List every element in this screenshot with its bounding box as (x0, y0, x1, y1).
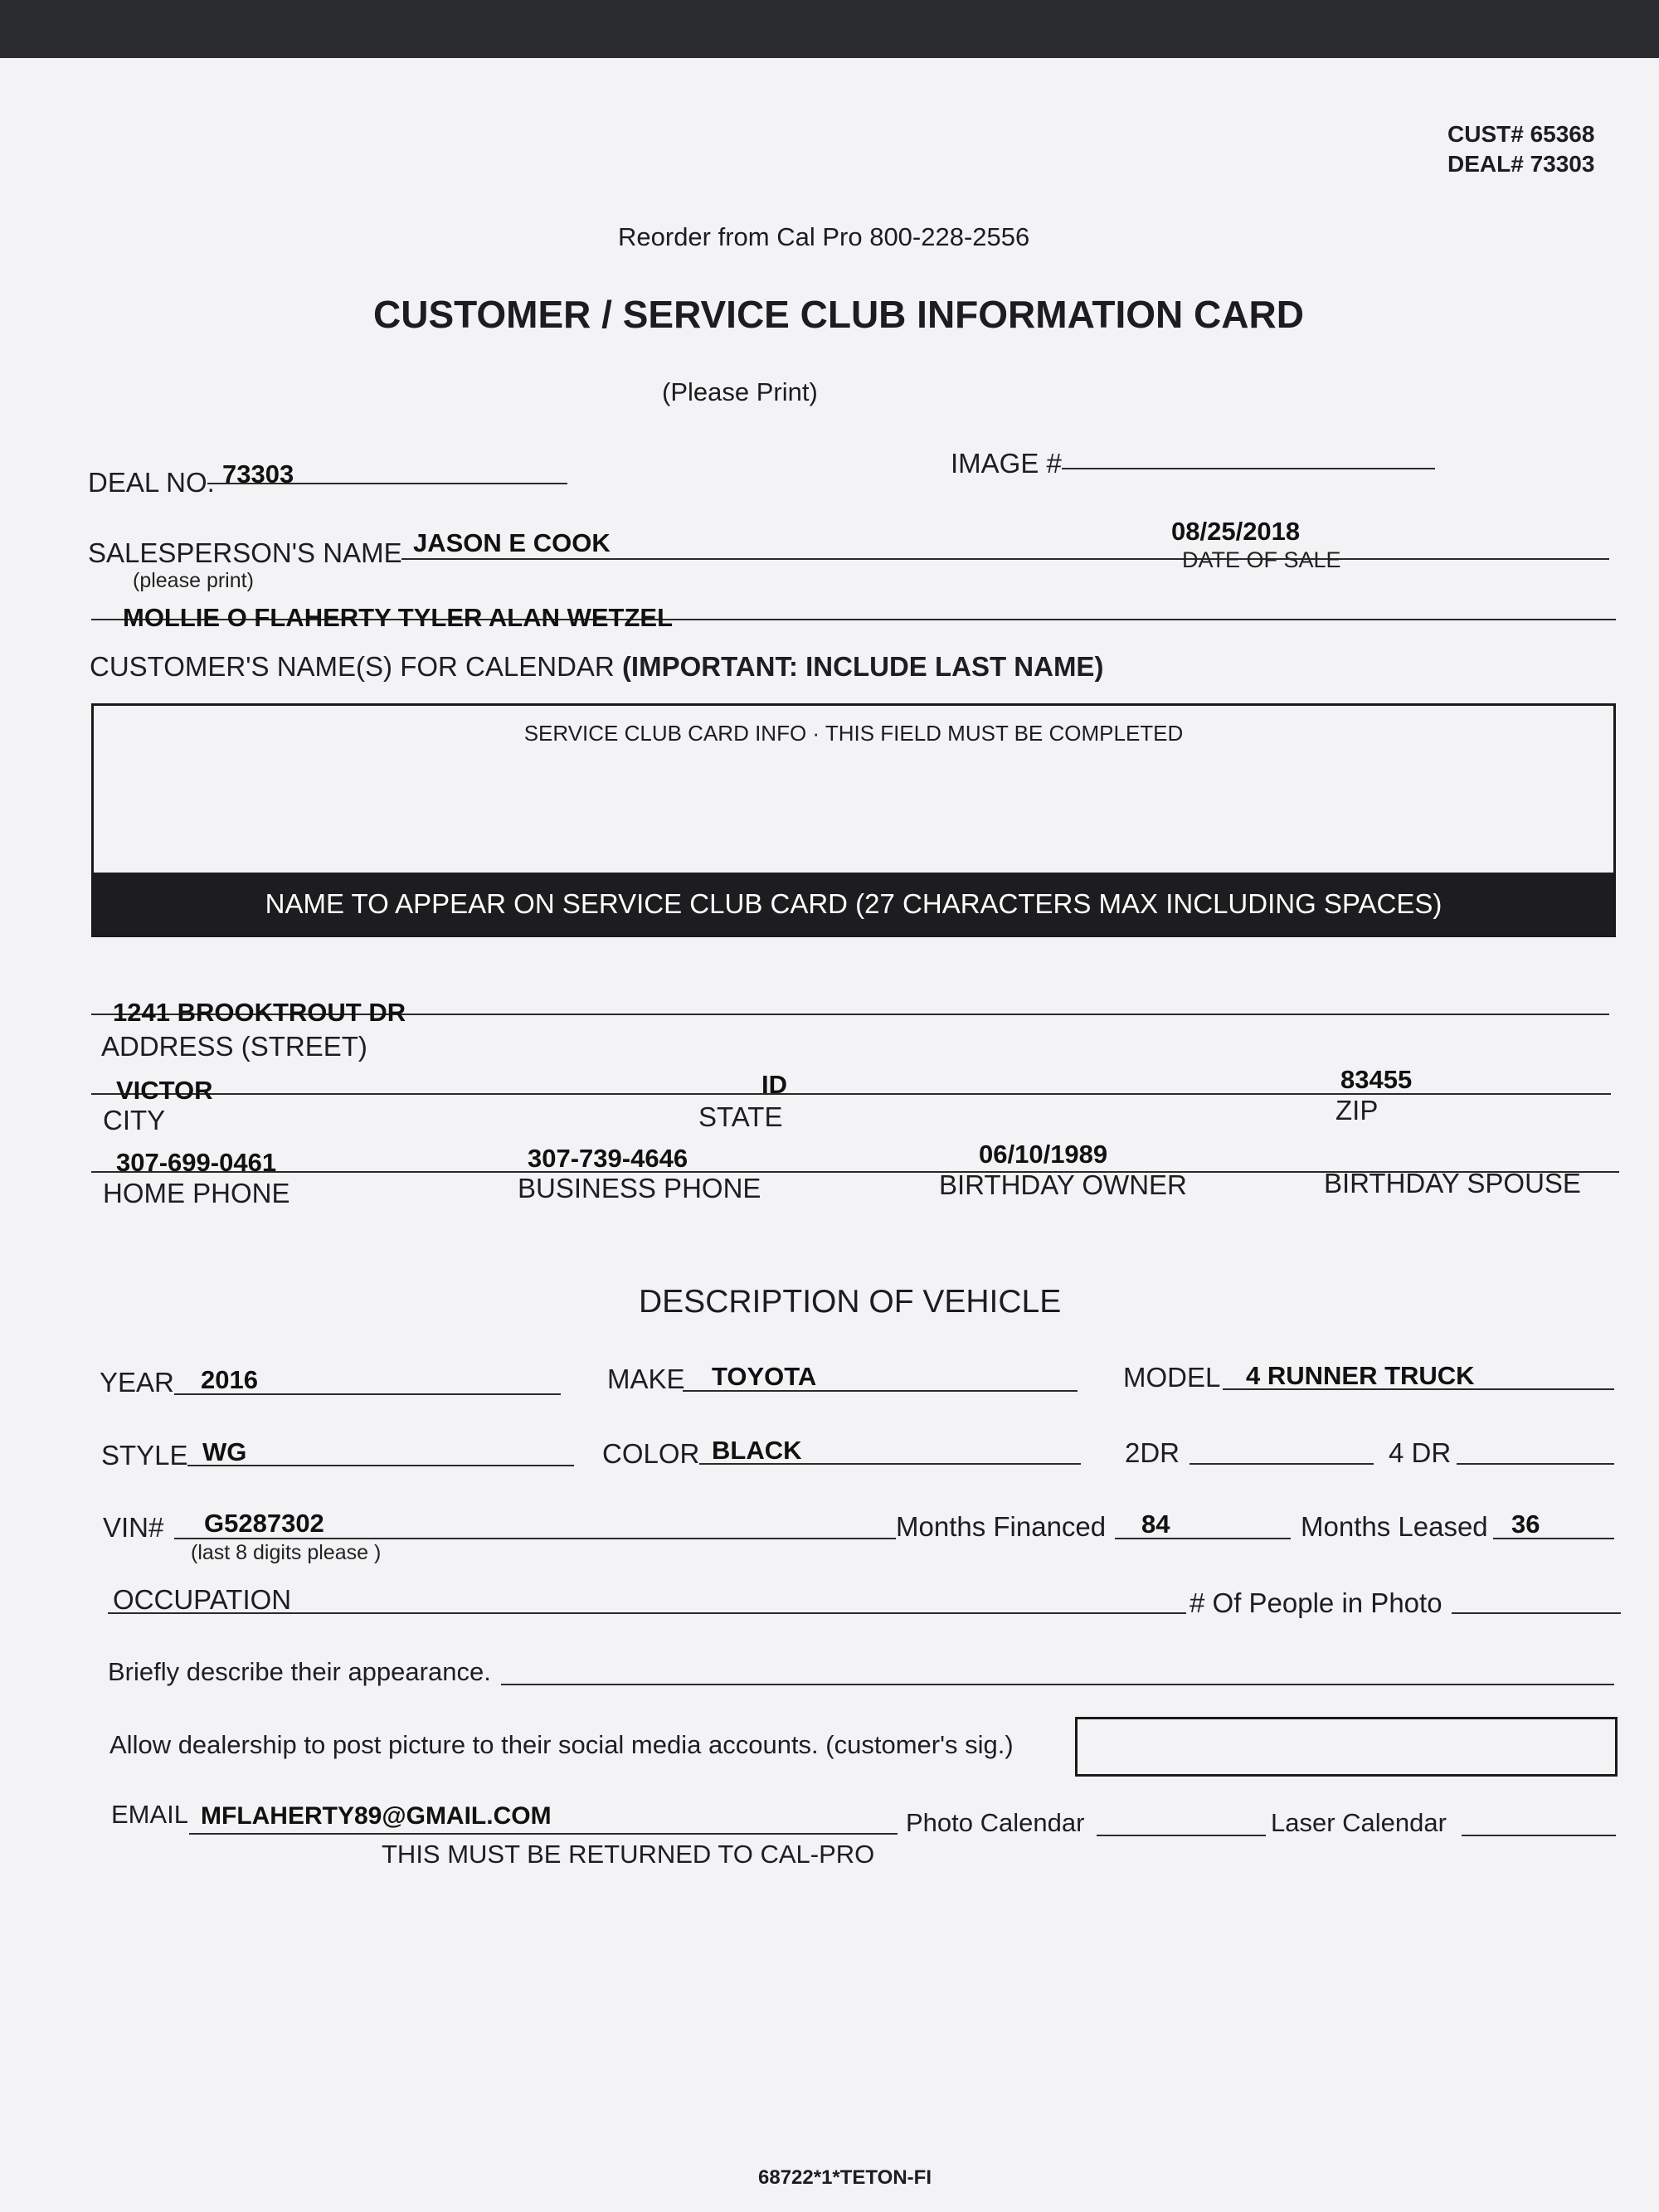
social-consent-label: Allow dealership to post picture to their social media accounts. (customer's sig.) (109, 1730, 1014, 1759)
months-financed-label: Months Financed (896, 1511, 1107, 1542)
model-field[interactable]: 4 RUNNER TRUCK (1246, 1361, 1475, 1390)
business-phone-label: BUSINESS PHONE (518, 1173, 761, 1203)
birthday-spouse-label: BIRTHDAY SPOUSE (1324, 1168, 1581, 1198)
salesperson-sublabel: (please print) (133, 569, 254, 592)
state-field[interactable]: ID (761, 1070, 787, 1099)
appearance-label: Briefly describe their appearance. (108, 1657, 491, 1686)
business-phone-field[interactable]: 307-739-4646 (528, 1144, 688, 1173)
email-line (189, 1833, 898, 1835)
image-label: IMAGE # (951, 448, 1062, 479)
cust-number: CUST# 65368 (1447, 121, 1595, 147)
service-club-header: SERVICE CLUB CARD INFO · THIS FIELD MUST BE COMPLETED (523, 721, 1184, 746)
occupation-line (108, 1612, 1186, 1614)
customer-names-label: CUSTOMER'S NAME(S) FOR CALENDAR (IMPORTANT: INCLUDE LAST NAME) (90, 651, 1104, 682)
photo-calendar-line (1097, 1835, 1266, 1836)
city-label: CITY (103, 1105, 166, 1135)
model-label: MODEL (1123, 1362, 1221, 1393)
address-field[interactable]: 1241 BROOKTROUT DR (113, 998, 406, 1027)
home-phone-label: HOME PHONE (103, 1178, 290, 1208)
vin-label: VIN# (103, 1512, 164, 1543)
image-line (1062, 468, 1435, 469)
make-label: MAKE (607, 1364, 685, 1394)
birthday-owner-label: BIRTHDAY OWNER (939, 1169, 1187, 1200)
date-of-sale-label: DATE OF SALE (1182, 547, 1341, 572)
months-leased-field[interactable]: 36 (1511, 1510, 1540, 1539)
style-field[interactable]: WG (202, 1437, 247, 1466)
return-note: THIS MUST BE RETURNED TO CAL-PRO (382, 1840, 875, 1869)
social-signature-box[interactable] (1075, 1717, 1618, 1777)
reorder-text: Reorder from Cal Pro 800-228-2556 (618, 222, 1030, 251)
occupation-label: OCCUPATION (113, 1584, 292, 1615)
email-label: EMAIL (111, 1800, 189, 1829)
laser-calendar-line (1462, 1835, 1616, 1836)
state-label: STATE (698, 1101, 783, 1132)
fourdr-line (1457, 1463, 1614, 1465)
zip-field[interactable]: 83455 (1340, 1065, 1413, 1094)
vehicle-heading: DESCRIPTION OF VEHICLE (639, 1284, 1062, 1320)
laser-calendar-label: Laser Calendar (1271, 1808, 1447, 1837)
city-field[interactable]: VICTOR (116, 1076, 213, 1105)
service-club-box (91, 703, 1616, 937)
please-print-note: (Please Print) (662, 377, 818, 406)
photo-calendar-label: Photo Calendar (906, 1808, 1085, 1837)
salesperson-label: SALESPERSON'S NAME (88, 537, 402, 568)
form-paper (0, 58, 1659, 2212)
style-label: STYLE (101, 1440, 188, 1471)
months-leased-label: Months Leased (1301, 1511, 1488, 1542)
date-of-sale-field[interactable]: 08/25/2018 (1171, 517, 1301, 546)
form-title: CUSTOMER / SERVICE CLUB INFORMATION CARD (373, 293, 1304, 336)
make-field[interactable]: TOYOTA (712, 1362, 817, 1391)
color-field[interactable]: BLACK (712, 1436, 802, 1465)
deal-no-field[interactable]: 73303 (222, 459, 294, 489)
home-phone-field[interactable]: 307-699-0461 (116, 1148, 277, 1177)
footer-code: 68722*1*TETON-FI (758, 2166, 932, 2189)
service-club-name-bar: NAME TO APPEAR ON SERVICE CLUB CARD (27 CHARACTERS MAX INCLUDING SPACES) (94, 873, 1613, 935)
deal-no-label: DEAL NO. (88, 467, 215, 498)
appearance-line (501, 1684, 1614, 1685)
address-label: ADDRESS (STREET) (101, 1031, 367, 1062)
zip-label: ZIP (1335, 1095, 1379, 1125)
people-in-photo-label: # Of People in Photo (1190, 1587, 1443, 1618)
salesperson-field[interactable]: JASON E COOK (413, 528, 611, 557)
months-financed-field[interactable]: 84 (1141, 1510, 1170, 1539)
year-label: YEAR (100, 1367, 174, 1398)
twodr-line (1190, 1463, 1374, 1465)
twodr-label: 2DR (1125, 1437, 1180, 1468)
deal-number: DEAL# 73303 (1447, 151, 1595, 177)
color-label: COLOR (602, 1438, 700, 1469)
people-in-photo-line (1452, 1612, 1621, 1614)
birthday-owner-field[interactable]: 06/10/1989 (979, 1140, 1108, 1169)
salesperson-line (401, 558, 1609, 560)
fourdr-label: 4 DR (1389, 1437, 1452, 1468)
vin-field[interactable]: G5287302 (204, 1509, 324, 1538)
vin-note: (last 8 digits please ) (191, 1541, 382, 1564)
year-field[interactable]: 2016 (201, 1365, 258, 1394)
email-field[interactable]: MFLAHERTY89@GMAIL.COM (201, 1802, 552, 1830)
customer-names-field[interactable]: MOLLIE O FLAHERTY TYLER ALAN WETZEL (123, 603, 674, 632)
